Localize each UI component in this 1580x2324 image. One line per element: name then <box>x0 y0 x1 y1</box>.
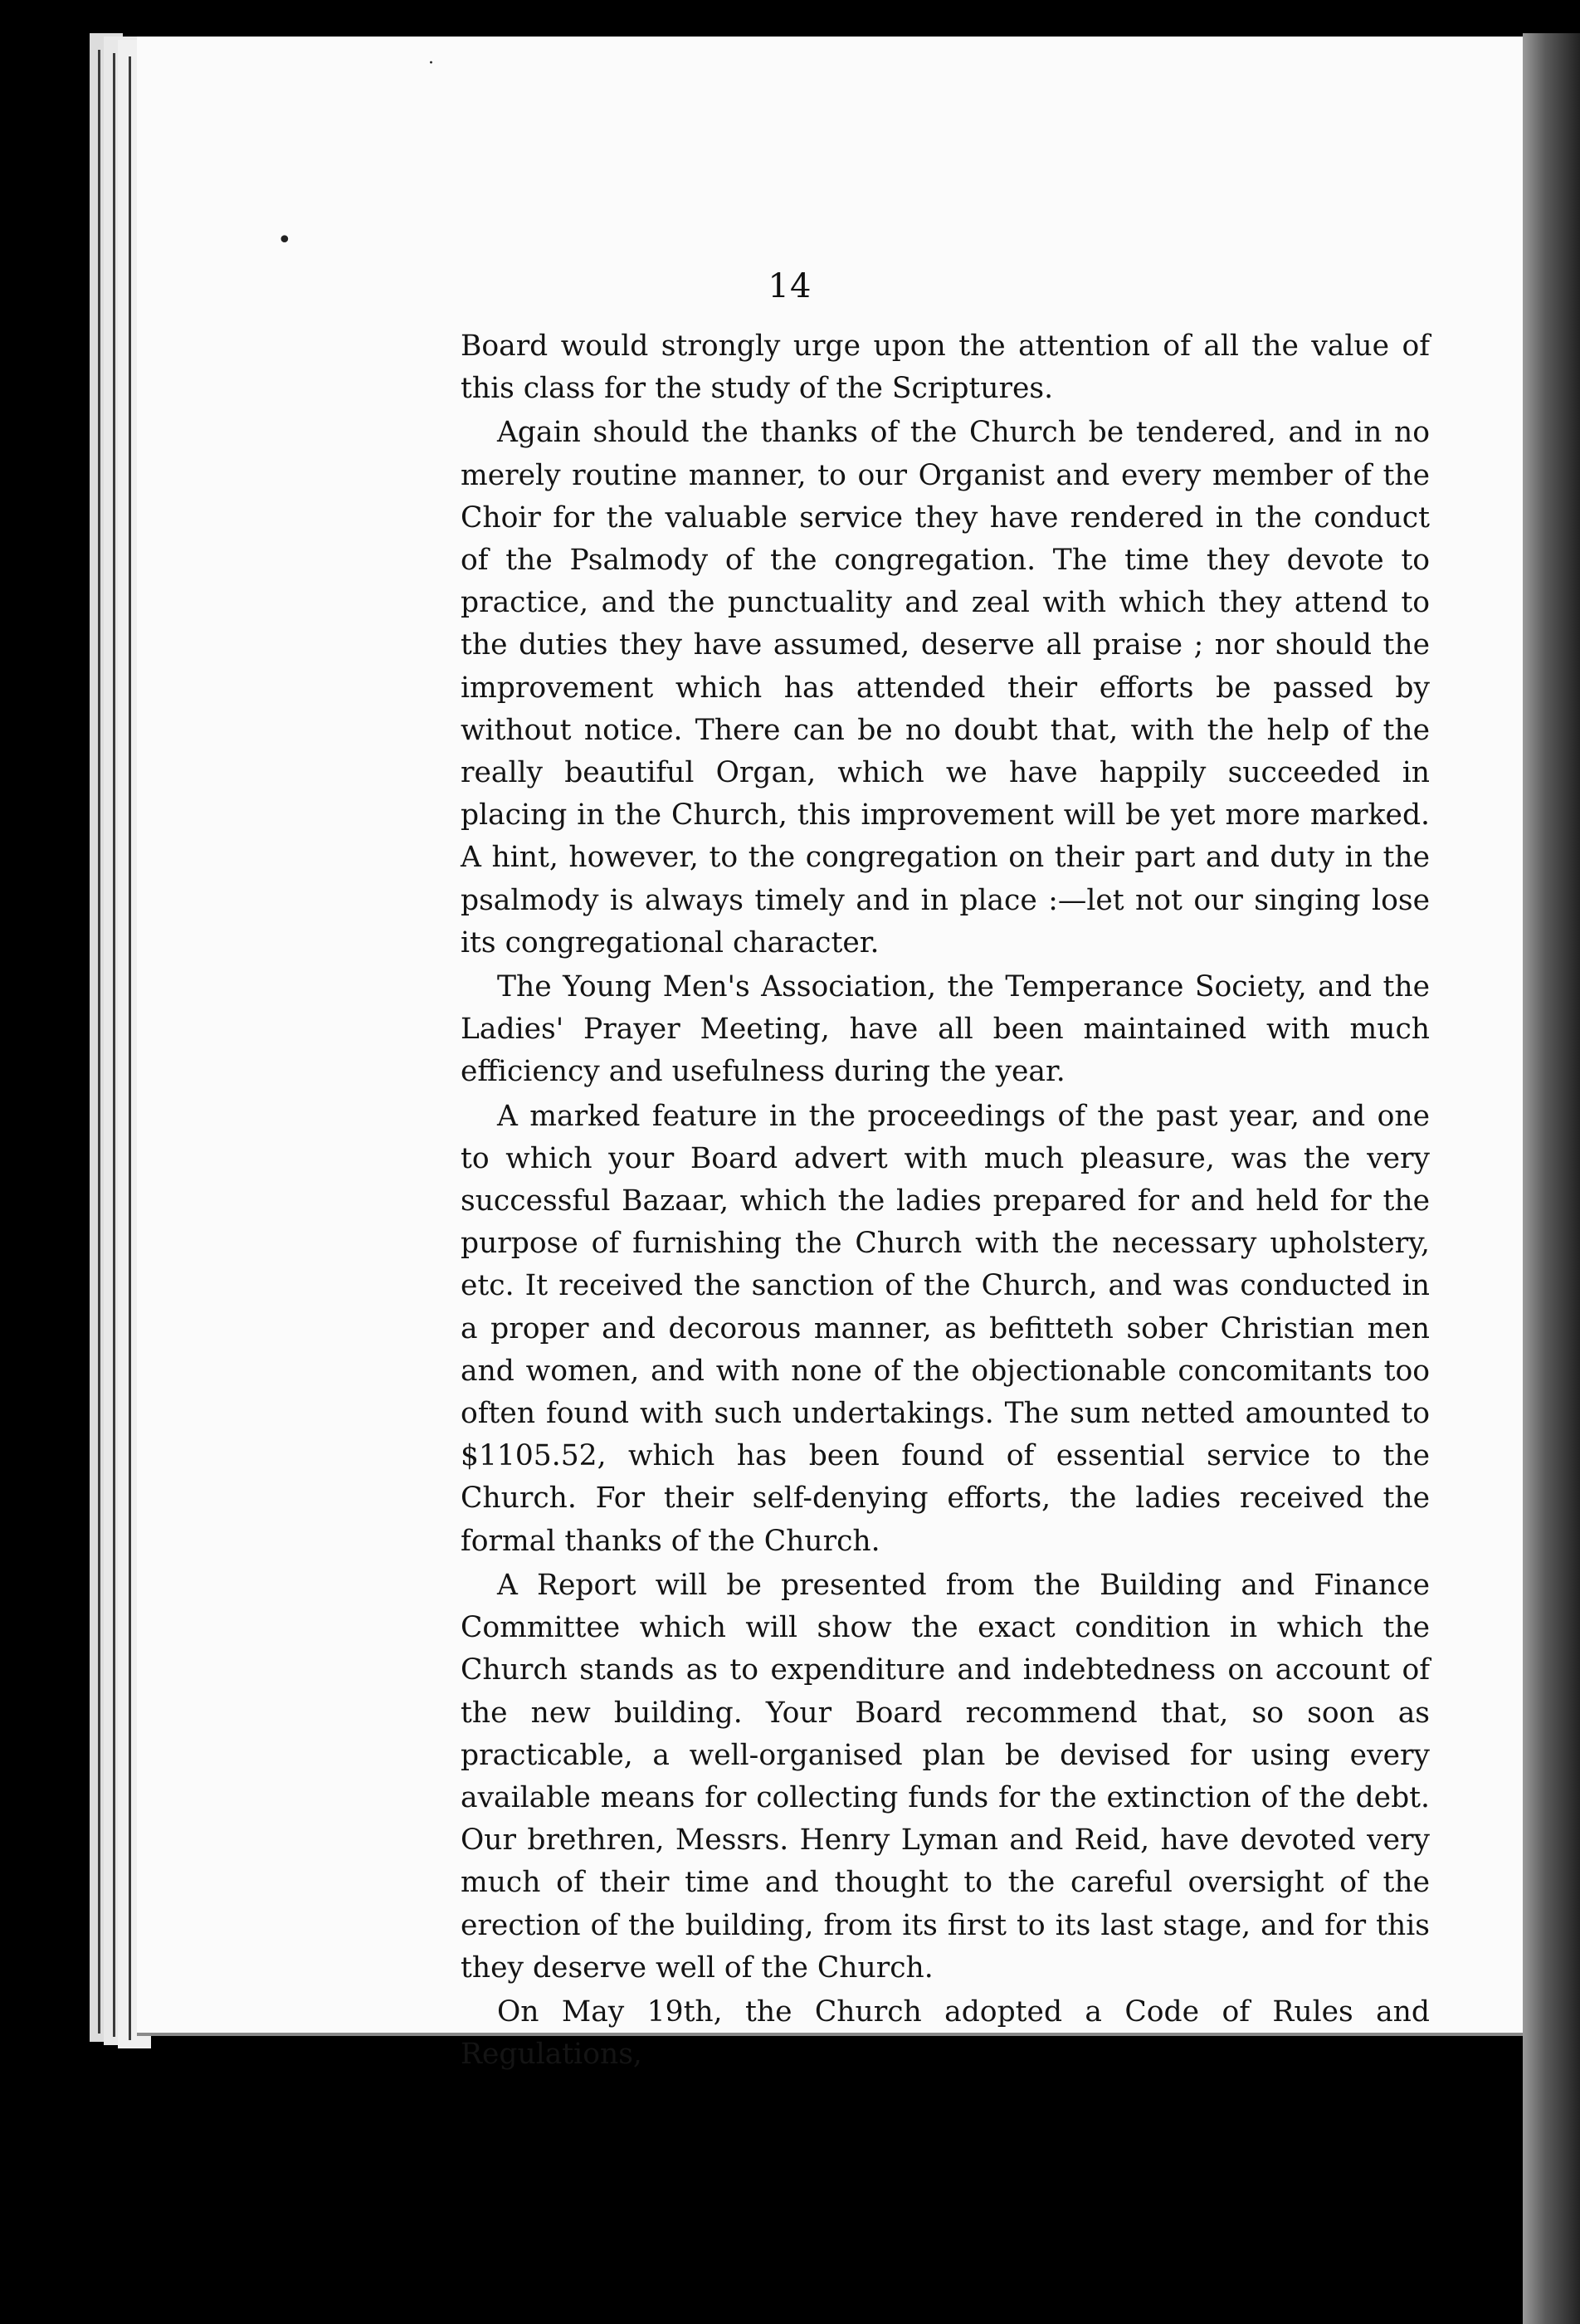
page-fold-shadow <box>1523 33 1580 2324</box>
speck-mark: • <box>277 226 292 255</box>
page-edge-line <box>113 53 115 2037</box>
page-body-text <box>461 325 1430 2076</box>
page-number: 14 <box>768 267 812 305</box>
page-edge-line <box>98 50 100 2034</box>
paragraph: Again should the thanks of the Church be tendered, and in no merely routine manner, to our Organist and every member of the Choir for the valuable service they have rendered in the conduct of the Psalmody of the congregation. The time they devote to practice, and the punctuality and zeal with which they attend to the duties they have assumed, deserve all praise ; nor should the improvement which has attended their efforts be passed by without notice. There can be no doubt that, with the help of the really beautiful Organ, which we have happily succeeded in placing in the Church, this improvement will be yet more marked. A hint, however, to the congregation on their part and duty in the psalmody is always timely and in place :—let not our singing lose its congregational character. <box>461 416 1430 959</box>
speck-mark: · <box>428 53 434 74</box>
paragraph: Board would strongly urge upon the attention of all the value of this class for the study of the Scriptures. <box>461 330 1430 406</box>
page-edge-line <box>129 56 131 2040</box>
paragraph: A Report will be presented from the Building and Finance Committee which will show the exact condition in which the Church stands as to expenditure and indebtedness on account of the new building. Your Board recommend that, so soon as practicable, a well-organised plan be devised for using every available means for collecting funds for the extinction of the debt. Our brethren, Messrs. Henry Lyman and Reid, have devoted very much of their time and thought to the careful oversight of the erection of the building, from its first to its last stage, and for this they deserve well of the Church. <box>461 1568 1430 1985</box>
paragraph: A marked feature in the proceedings of the past year, and one to which your Board advert with much pleasure, was the very successful Bazaar, which the ladies prepared for and held for the purpose of furnishing the Church with the necessary upholstery, etc. It received the sanction of the Church, and was conducted in a proper and decorous manner, as befitteth sober Christian men and women, and with none of the objectionable concomitants too often found with such undertakings. The sum netted amounted to $1105.52, which has been found of essential service to the Church. For their self-denying efforts, the ladies received the formal thanks of the Church. <box>461 1099 1430 1558</box>
paragraph: The Young Men's Association, the Temperance Society, and the Ladies' Prayer Meeting, have all been maintained with much efficiency and usefulness during the year. <box>461 970 1430 1089</box>
paragraph: On May 19th, the Church adopted a Code of Rules and Regulations, <box>461 1994 1430 2072</box>
